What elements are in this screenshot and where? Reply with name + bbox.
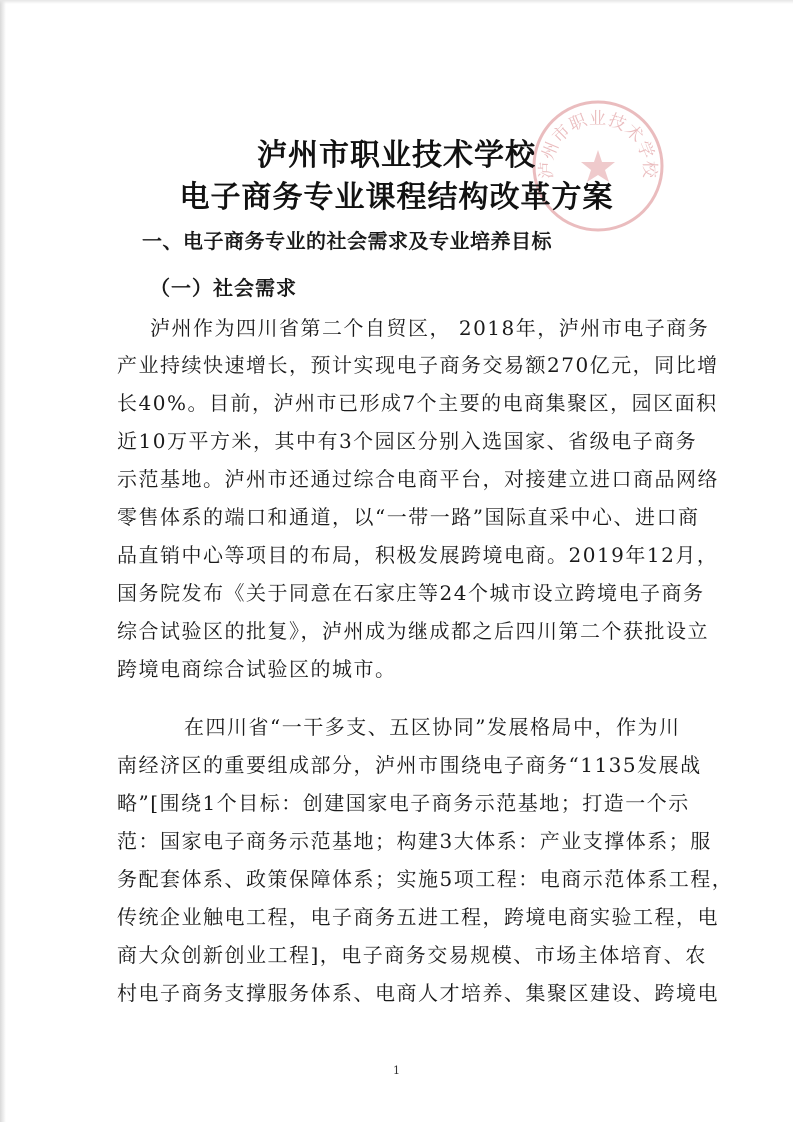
paragraph-line: 南经济区的重要组成部分，泸州市围绕电子商务“1135发展战 [117, 753, 702, 777]
paragraph-line: 产业持续快速增长，预计实现电子商务交易额270亿元，同比增 [117, 353, 719, 377]
document-title-line1: 泸州市职业技术学校 [257, 138, 536, 173]
paragraph-line: 传统企业触电工程，电子商务五进工程，跨境电商实验工程，电 [117, 905, 719, 929]
paragraph-line: 近10万平方米，其中有3个园区分别入选国家、省级电子商务 [117, 429, 698, 453]
document-title-line2: 电子商务专业课程结构改革方案 [179, 180, 614, 215]
scan-edge-top [0, 0, 793, 4]
paragraph-line: 村电子商务支撑服务体系、电商人才培养、集聚区建设、跨境电 [117, 981, 719, 1005]
paragraph-line: 品直销中心等项目的布局，积极发展跨境电商。2019年12月， [117, 543, 719, 567]
subsection-heading: （一）社会需求 [150, 276, 297, 300]
seal-text: 泸州市职业技术学校 [536, 109, 660, 179]
paragraph-line: 范：国家电子商务示范基地；构建3大体系：产业支撑体系；服 [117, 829, 712, 853]
paragraph-line: 长40%。目前，泸州市已形成7个主要的电商集聚区，园区面积 [117, 391, 718, 415]
paragraph-line: 国务院发布《关于同意在石家庄等24个城市设立跨境电子商务 [117, 581, 705, 605]
paragraph-line: 跨境电商综合试验区的城市。 [117, 657, 397, 681]
paragraph-line: 略”[围绕1个目标：创建国家电子商务示范基地；打造一个示 [117, 791, 690, 815]
paragraph-line: 综合试验区的批复》，泸州成为继成都之后四川第二个获批设立 [117, 619, 709, 643]
paragraph-line: 零售体系的端口和通道，以“一带一路”国际直采中心、进口商 [117, 505, 700, 529]
page-number: 1 [393, 1064, 400, 1077]
paragraph-line: 在四川省“一干多支、五区协同”发展格局中，作为川 [184, 715, 681, 739]
section-heading: 一、电子商务专业的社会需求及专业培养目标 [142, 229, 552, 253]
paragraph-line: 泸州作为四川省第二个自贸区， 2018年，泸州市电子商务 [150, 316, 710, 340]
paragraph-line: 务配套体系、政策保障体系；实施5项工程：电商示范体系工程， [117, 867, 734, 891]
paragraph-line: 商大众创新创业工程]，电子商务交易规模、市场主体培育、农 [117, 943, 707, 967]
paragraph-line: 示范基地。泸州市还通过综合电商平台，对接建立进口商品网络 [117, 467, 719, 491]
